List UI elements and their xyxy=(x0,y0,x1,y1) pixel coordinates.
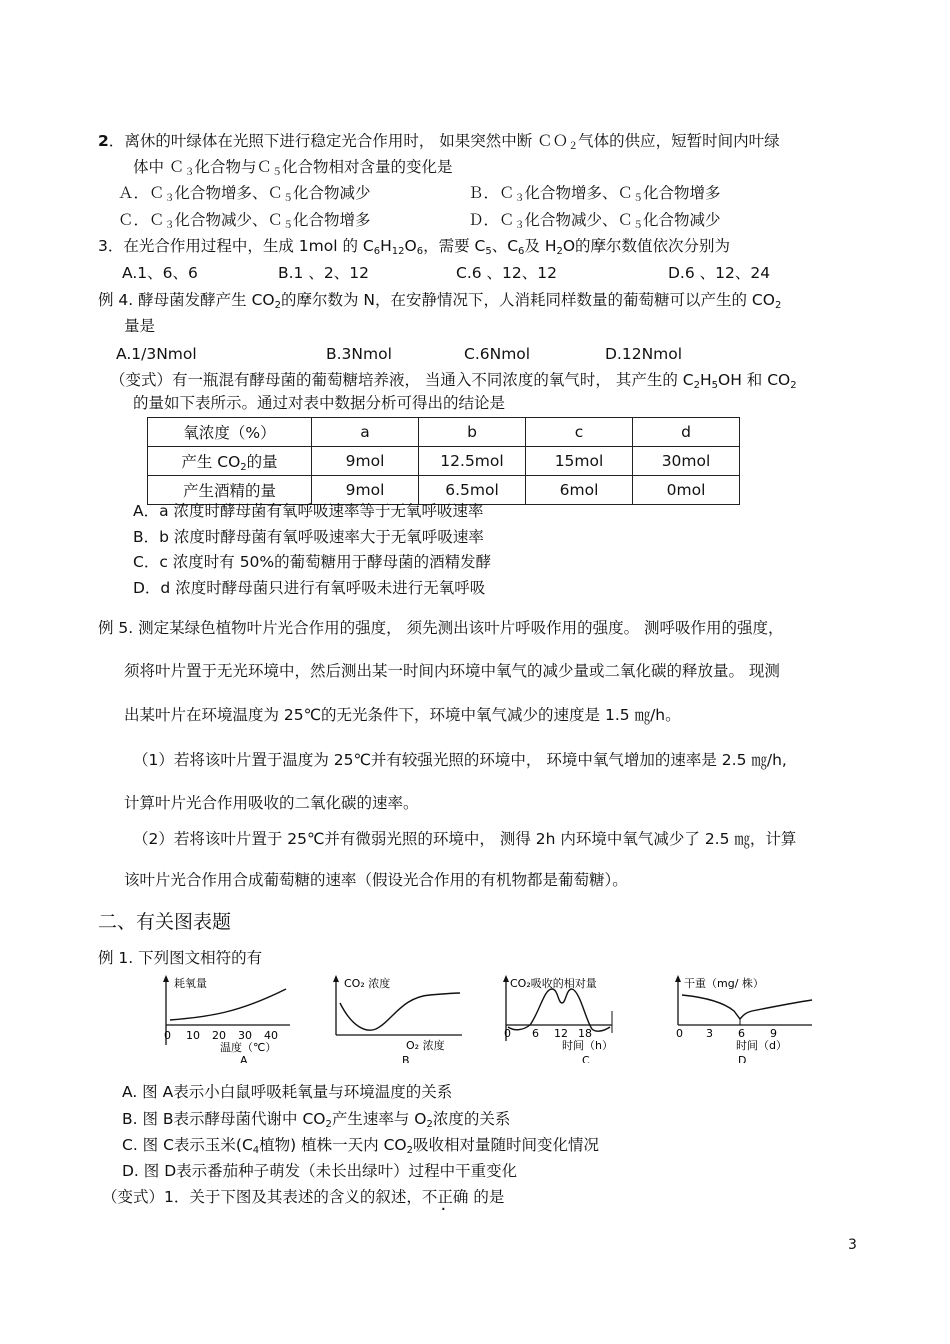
opt-text: 化合物增多、Ｃ xyxy=(524,184,634,202)
q2-line1: 2．离休的叶绿体在光照下进行稳定光合作用时， 如果突然中断 ＣＯ$_2$气体的供应，短暂时间内叶绿 xyxy=(98,132,780,152)
q2-option-b xyxy=(468,183,721,203)
sub: ２ xyxy=(568,141,579,152)
ex5-q2-line2: 该叶片光合作用合成葡萄糖的速率（假设光合作用的有机物都是葡萄糖）。 xyxy=(124,871,628,889)
q3-stem xyxy=(98,236,730,256)
section-title: 二、有关图表题 xyxy=(98,911,232,933)
opt-text: 化合物增多 xyxy=(293,211,371,229)
variant2-stem xyxy=(102,1187,504,1207)
table-cell: 9mol xyxy=(312,447,419,476)
figure-c-graph xyxy=(500,973,650,1063)
opt-text: Ｃ．Ｃ xyxy=(118,211,165,229)
sub: 6 xyxy=(416,246,424,257)
q3-text: 、C xyxy=(491,237,519,255)
q3-option-b: B.1 、2、12 xyxy=(278,264,369,282)
q3-text: 3．在光合作用过程中，生成 1mol 的 C xyxy=(98,237,374,255)
y-label: 干重（mg/ 株） xyxy=(684,977,764,990)
q2-text: 化合物与Ｃ xyxy=(194,158,272,176)
ex5-q1-line2: 计算叶片光合作用吸收的二氧化碳的速率。 xyxy=(124,794,419,812)
variant1-option-b: B．b 浓度时酵母菌有氧呼吸速率大于无氧呼吸速率 xyxy=(133,528,484,546)
tick-label: 0 xyxy=(164,1029,171,1042)
table-row xyxy=(148,447,740,476)
opt-text: 化合物减少 xyxy=(643,211,721,229)
table-cell: 6.5mol xyxy=(419,476,526,505)
x-label: O₂ 浓度 xyxy=(406,1039,445,1052)
ex1-option-a: A. 图 A表示小白鼠呼吸耗氧量与环境温度的关系 xyxy=(122,1083,453,1101)
figure-a-graph xyxy=(158,973,298,1063)
q3-option-c: C.6 、12、12 xyxy=(456,264,557,282)
tick-label: 3 xyxy=(706,1027,713,1040)
opt-text: 化合物增多 xyxy=(643,184,721,202)
opt-text: 产生速率与 O xyxy=(331,1110,427,1128)
tick-label: 0 xyxy=(676,1027,683,1040)
sub: 2 xyxy=(774,300,782,311)
q2-text: 离休的叶绿体在光照下进行稳定光合作用时， 如果突然中断 ＣＯ xyxy=(124,132,569,150)
sub: 4 xyxy=(252,1145,260,1156)
cell-text: 的量 xyxy=(246,453,278,471)
ex4-option-d: D.12Nmol xyxy=(605,345,683,363)
table-row xyxy=(148,418,740,447)
opt-text: 化合物减少 xyxy=(293,184,371,202)
figure-c xyxy=(500,973,650,1063)
variant-text: 的是 xyxy=(468,1188,505,1206)
page-number: 3 xyxy=(848,1237,857,1253)
table-cell: 0mol xyxy=(633,476,740,505)
variant1-option-d: D．d 浓度时酵母菌只进行有氧呼吸未进行无氧呼吸 xyxy=(133,579,486,597)
ex4-text: 例 4. 酵母菌发酵产生 CO xyxy=(98,291,275,309)
table-header-cell: c xyxy=(526,418,633,447)
ex1-option-b xyxy=(122,1109,510,1129)
sub: 5 xyxy=(485,246,492,257)
sub: 2 xyxy=(693,380,700,391)
y-label: 耗氧量 xyxy=(174,977,207,990)
figure-a xyxy=(158,973,298,1063)
x-label: 温度（℃） xyxy=(220,1041,277,1054)
q3-option-a: A.1、6、6 xyxy=(122,264,198,282)
table-row-label xyxy=(148,447,312,476)
ex1-option-d: D. 图 D表示番茄种子萌发（未长出绿叶）过程中干重变化 xyxy=(122,1162,518,1180)
tick-label: 40 xyxy=(264,1029,278,1042)
sub: ３ xyxy=(184,167,195,178)
ex4-line1 xyxy=(98,290,781,310)
figure-b xyxy=(330,973,470,1063)
sub: ５ xyxy=(271,167,282,178)
q3-text: O的摩尔数值依次分别为 xyxy=(562,237,731,255)
ex5-q1-line1: （1）若将该叶片置于温度为 25℃并有较强光照的环境中， 环境中氧气增加的速率是 2.5 ㎎/h, xyxy=(133,751,787,769)
ex5-para-line3: 出某叶片在环境温度为 25℃的无光条件下，环境中氧气减少的速度是 1.5 ㎎/h。 xyxy=(124,706,681,724)
table-cell: 6mol xyxy=(526,476,633,505)
variant-text: OH 和 CO xyxy=(718,371,791,389)
sub: 2 xyxy=(426,1119,433,1130)
sub: ３ xyxy=(514,220,525,231)
ex4-line2: 量是 xyxy=(124,317,156,335)
sub: ５ xyxy=(283,220,294,231)
ex1-option-c xyxy=(122,1135,599,1155)
tick-label: 12 xyxy=(554,1027,568,1040)
table-cell: 12.5mol xyxy=(419,447,526,476)
ex5-para-line2: 须将叶片置于无光环境中，然后测出某一时间内环境中氧气的减少量或二氧化碳的释放量。 现测 xyxy=(124,662,780,680)
opt-text: 化合物增多、Ｃ xyxy=(174,184,284,202)
figure-d xyxy=(672,973,822,1063)
tick-label: 30 xyxy=(238,1029,252,1042)
tick-label: 9 xyxy=(770,1027,777,1040)
sub: ３ xyxy=(164,220,175,231)
q2-number: 2 xyxy=(98,132,109,150)
curve xyxy=(682,995,812,1019)
q3-option-d: D.6 、12、24 xyxy=(668,264,771,282)
y-axis-arrow xyxy=(333,975,339,982)
figure-d-graph xyxy=(672,973,822,1063)
opt-text: 吸收相对量随时间变化情况 xyxy=(412,1136,599,1154)
ex4-option-b: B.3Nmol xyxy=(326,345,392,363)
variant-text: （变式）1．关于下图及其表述的含义的叙述， xyxy=(102,1188,422,1206)
opt-text: C. 图 C表示玉米(C xyxy=(122,1136,253,1154)
sub: 5 xyxy=(711,380,719,391)
sub: 2 xyxy=(325,1119,332,1130)
y-axis-arrow xyxy=(675,975,681,982)
tick-label: 20 xyxy=(212,1029,226,1042)
tick-label: 18 xyxy=(578,1027,592,1040)
curve xyxy=(340,993,460,1030)
q2-option-a xyxy=(118,183,371,203)
ex5-para-line1: 例 5. 测定某绿色植物叶片光合作用的强度， 须先测出该叶片呼吸作用的强度。 测呼吸作用的强度， xyxy=(98,619,784,637)
y-label: CO₂吸收的相对量 xyxy=(510,977,597,990)
ex4-option-a: A.1/3Nmol xyxy=(116,345,197,363)
sub: 12 xyxy=(391,246,405,257)
variant1-line2: 的量如下表所示。通过对表中数据分析可得出的结论是 xyxy=(133,394,506,412)
figure-b-graph xyxy=(330,973,470,1063)
figure-letter: C xyxy=(582,1054,590,1063)
table-row-label: 产生酒精的量 xyxy=(148,476,312,505)
q3-text: 及 H xyxy=(524,237,557,255)
sub: 6 xyxy=(373,246,381,257)
ex1-stem: 例 1. 下列图文相符的有 xyxy=(98,949,263,967)
figure-letter: A xyxy=(240,1054,248,1063)
y-axis-arrow xyxy=(503,975,509,982)
emphasis-text: 不正确 xyxy=(421,1188,469,1206)
q2-text: 气体的供应，短暂时间内叶绿 xyxy=(578,132,780,150)
table-header-cell: a xyxy=(312,418,419,447)
variant1-option-a: A．a 浓度时酵母菌有氧呼吸速率等于无氧呼吸速率 xyxy=(133,502,484,520)
q3-text: ，需要 C xyxy=(423,237,486,255)
tick-label: 0 xyxy=(504,1027,511,1040)
y-axis-arrow xyxy=(163,975,169,982)
variant-text: （变式）有一瓶混有酵母菌的葡萄糖培养液， 当通入不同浓度的氧气时， 其产生的 C xyxy=(110,371,694,389)
sub: ５ xyxy=(283,193,294,204)
variant1-line1 xyxy=(110,370,797,390)
ex5-q2-line1: （2）若将该叶片置于 25℃并有微弱光照的环境中， 测得 2h 内环境中氧气减少了 2.5 ㎎，计算 xyxy=(133,830,797,848)
curve xyxy=(170,989,286,1020)
q2-text: 体中 Ｃ xyxy=(133,158,185,176)
tick-label: 10 xyxy=(186,1029,200,1042)
opt-text: 化合物减少、Ｃ xyxy=(174,211,284,229)
opt-text: B. 图 B表示酵母菌代谢中 CO xyxy=(122,1110,326,1128)
sub: ３ xyxy=(514,193,525,204)
q3-text: O xyxy=(404,237,417,255)
figure-letter: B xyxy=(402,1054,410,1063)
q2-line2 xyxy=(133,157,452,177)
q3-text: H xyxy=(380,237,392,255)
opt-text: 化合物减少、Ｃ xyxy=(524,211,634,229)
opt-text: 植物) 植株一天内 CO xyxy=(259,1136,407,1154)
sub: ５ xyxy=(633,220,644,231)
oxygen-table xyxy=(147,417,740,505)
opt-text: Ｄ．Ｃ xyxy=(468,211,515,229)
q2-option-d xyxy=(468,210,721,230)
sub: 2 xyxy=(406,1145,413,1156)
opt-text: 浓度的关系 xyxy=(432,1110,511,1128)
table-cell: 15mol xyxy=(526,447,633,476)
ex4-option-c: C.6Nmol xyxy=(464,345,531,363)
figure-letter: D xyxy=(738,1054,747,1063)
sub: 2 xyxy=(240,462,247,473)
tick-label: 6 xyxy=(532,1027,539,1040)
table-header-cell: b xyxy=(419,418,526,447)
sub: 2 xyxy=(790,380,797,391)
opt-text: Ｂ．Ｃ xyxy=(468,184,515,202)
opt-text: Ａ．Ｃ xyxy=(118,184,165,202)
sub: ３ xyxy=(164,193,175,204)
table-cell: 30mol xyxy=(633,447,740,476)
x-label: 时间（d） xyxy=(736,1039,787,1052)
table-cell: 9mol xyxy=(312,476,419,505)
q2-option-c xyxy=(118,210,371,230)
variant-text: H xyxy=(699,371,712,389)
tick-label: 6 xyxy=(738,1027,745,1040)
sub: 6 xyxy=(518,246,525,257)
table-header-cell: d xyxy=(633,418,740,447)
variant1-option-c: C．c 浓度时有 50%的葡萄糖用于酵母菌的酒精发酵 xyxy=(133,553,492,571)
x-label: 时间（h） xyxy=(562,1039,613,1052)
cell-text: 产生 CO xyxy=(181,453,241,471)
sub: 2 xyxy=(556,246,563,257)
ex4-text: 的摩尔数为 N，在安静情况下，人消耗同样数量的葡萄糖可以产生的 CO xyxy=(280,291,775,309)
table-header-cell: 氧浓度（%） xyxy=(148,418,312,447)
sub: ５ xyxy=(633,193,644,204)
q2-text: 化合物相对含量的变化是 xyxy=(281,158,453,176)
sub: 2 xyxy=(274,300,281,311)
y-label: CO₂ 浓度 xyxy=(344,977,391,990)
